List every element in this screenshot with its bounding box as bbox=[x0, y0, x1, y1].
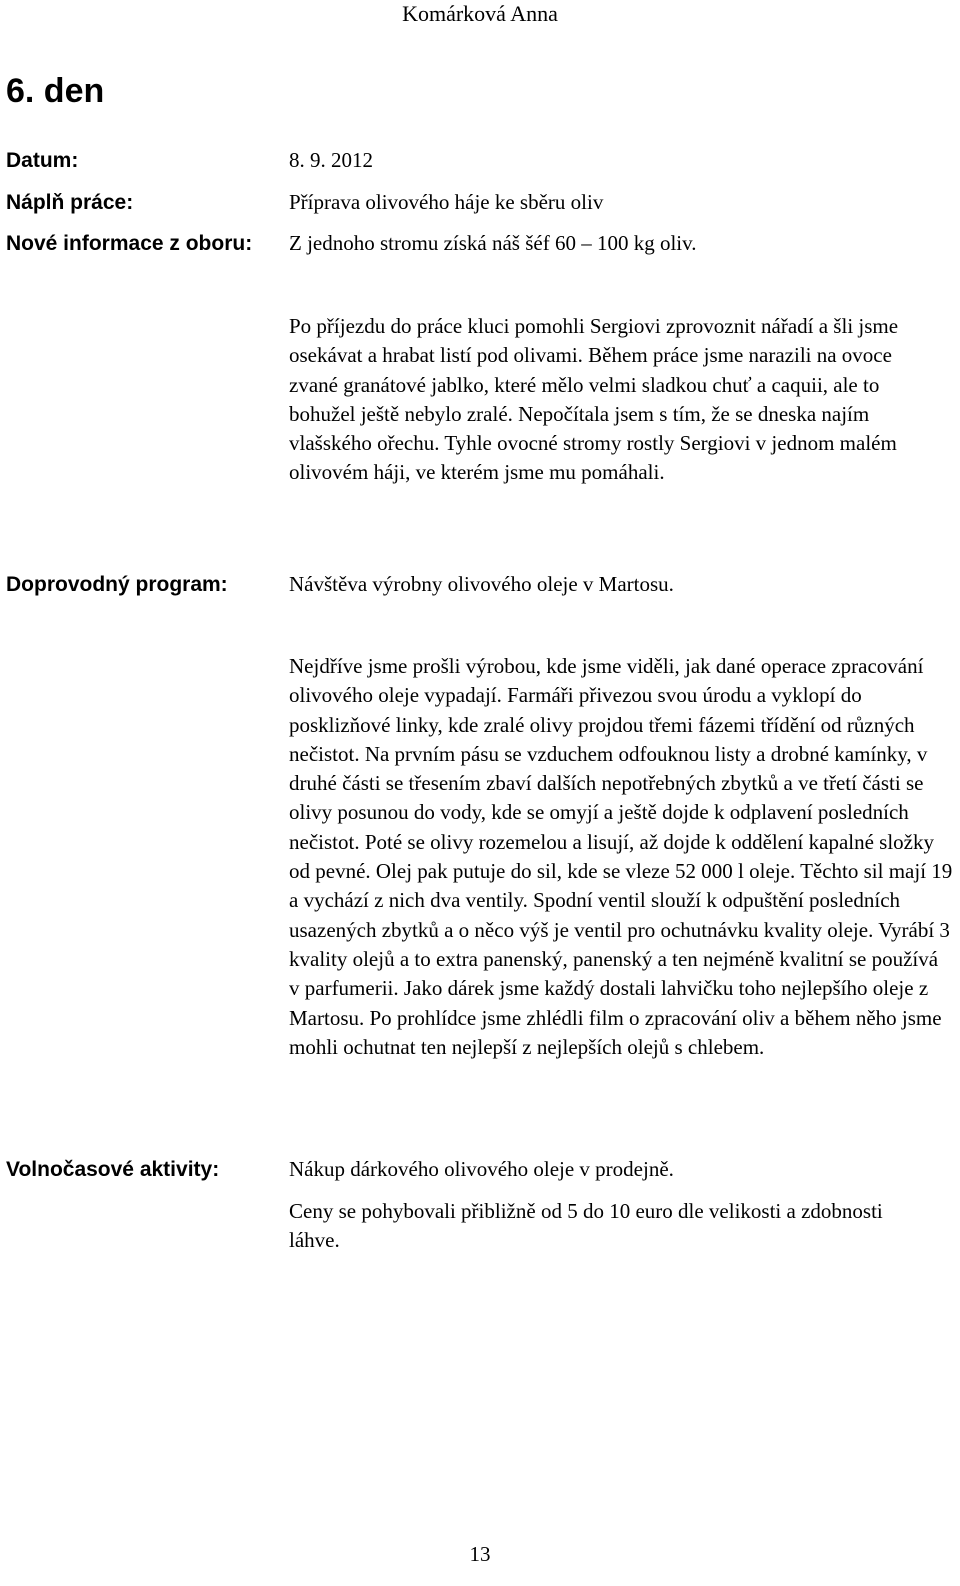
page-title: 6. den bbox=[6, 72, 105, 110]
napln-label: Náplň práce: bbox=[6, 191, 134, 214]
napln-value: Příprava olivového háje ke sběru oliv bbox=[289, 190, 604, 214]
leisure-paragraph: Ceny se pohybovali přibližně od 5 do 10 euro dle velikosti a zdobnosti láhve. bbox=[289, 1199, 883, 1253]
datum-value: 8. 9. 2012 bbox=[289, 148, 373, 172]
header-author: Komárková Anna bbox=[402, 1, 558, 26]
program-paragraph: Nejdříve jsme prošli výrobou, kde jsme viděli, jak dané operace zpracování olivového oleje vypadají. Farmáři přivezou svou úrodu a vyklopí do posklizňové linky, kde zralé olivy projdou třemi fázemi třídění od různých nečistot. Na prvním pásu se vzduchem odfouknou listy a drobné kamínky, v druhé části se třesením zbaví dalších nepotřebných zbytků a ve třetí části se olivy posunou do vody, kde se omyjí a ještě dojde k odplavení posledních nečistot. Poté se olivy rozemelou a lisují, až dojde k oddělení kapalné složky od pevné. Olej pak putuje do sil, kde se vleze 52 000 l oleje. Těchto sil mají 19 a vychází z nich dva ventily. Spodní ventil slouží k odpuštění posledních usazených zbytků a o něco výš je ventil pro ochutnávku kvality oleje. Vyrábí 3 kvality olejů a to extra panenský, panenský a ten nejméně kvalitní se používá v parfumerii. Jako dárek jsme každý dostali lahvičku toho nejlepšího oleje z Martosu. Po prohlídce jsme zhlédli film o zpracování oliv a během něho jsme mohli ochutnat ten nejlepší z nejlepších olejů s chlebem. bbox=[289, 654, 953, 1059]
program-value: Návštěva výrobny olivového oleje v Martosu. bbox=[289, 572, 674, 596]
leisure-label: Volnočasové aktivity: bbox=[6, 1158, 220, 1181]
page-number: 13 bbox=[469, 1542, 491, 1566]
leisure-value: Nákup dárkového olivového oleje v prodejně. bbox=[289, 1157, 674, 1181]
work-paragraph: Po příjezdu do práce kluci pomohli Sergiovi zprovoznit nářadí a šli jsme osekávat a hrabat listí pod olivami. Během práce jsme narazili na ovoce zvané granátové jablko, které mělo velmi sladkou chuť a caquii, ale to bohužel ještě nebylo zralé. Nepočítala jsem s tím, že se dneska najím vlašského ořechu. Tyhle ovocné stromy rostly Sergiovi v jednom malém olivovém háji, ve kterém jsme mu pomáhali. bbox=[289, 314, 899, 485]
datum-label: Datum: bbox=[6, 149, 79, 172]
program-label: Doprovodný program: bbox=[6, 573, 228, 596]
nove-informace-value: Z jednoho stromu získá náš šéf 60 – 100 kg oliv. bbox=[289, 231, 697, 255]
nove-informace-label: Nové informace z oboru: bbox=[6, 232, 253, 255]
